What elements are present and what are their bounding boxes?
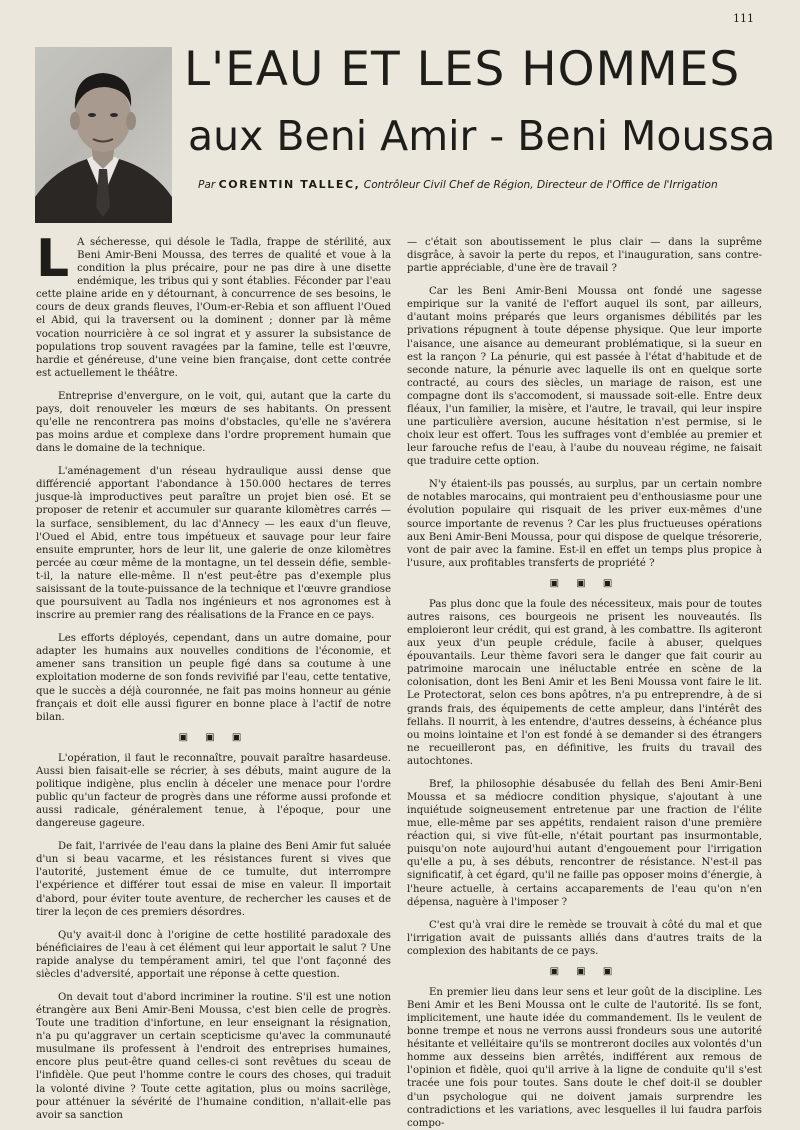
paragraph: N'y étaient-ils pas poussés, au surplus, par un certain nombre de notables marocains, qui montraient peu d'enthousiasme pour une évolution populaire qui risquait de les priver eux-mêmes d'une source importante de revenus ? Car les plus fructueuses opérations aux Beni Amir-Beni Moussa, pour qui dispose de quelque trésorerie, vont de pair avec la famine. Est-il en effet un temps plus propice à l'usure, aux profitables transferts de propriété ?	[407, 479, 762, 569]
paragraph-text: A sécheresse, qui désole le Tadla, frappe de stérilité, aux Beni Amir-Beni Moussa, des terres de qualité et voue à la condition la plus précaire, pour ne pas dire à une disette endémique, les tribus qui y sont établies. Féconder par l'eau cette plaine aride en y détournant, à concurrence de ses besoins, le cours de deux grands fleuves, l'Oum-er-Rebia et son affluent l'Oued el Abid, qui la traversent ou la dominent ; donner par là même vocation nourricière à ce sol ingrat et y assurer la subsistance de populations trop souvent ravagées par la famine, telle est l'œuvre, hardie et généreuse, d'une veine bien française, dont cette contrée est actuellement le théâtre.	[36, 237, 391, 379]
author-portrait	[35, 47, 172, 223]
paragraph: On devait tout d'abord incriminer la routine. S'il est une notion étrangère aux Beni Amir-Beni Moussa, c'est bien celle de progrès. Toute une tradition d'infortune, en leur enseignant la résignation, n'a pu qu'aggraver un certain scepticisme qu'avec la communauté musulmane ils professent à l'endroit des entreprises humaines, encore plus peut-être quand celles-ci sont revêtues du sceau de l'infidèle. Que peut l'homme contre le cours des choses, qui traduit la volonté divine ? Toute cette agitation, plus ou moins sacrilège, pour atténuer la sévérité de l'humaine condition, n'allait-elle pas avoir sa sanction	[36, 991, 391, 1121]
article-title: L'EAU ET LES HOMMES	[184, 42, 741, 97]
byline-prefix: Par	[198, 179, 216, 191]
section-ornament: ▣ ▣ ▣	[549, 577, 620, 589]
paragraph: Les efforts déployés, cependant, dans un autre domaine, pour adapter les humains aux nouvelles conditions de l'économie, et amener sans transition un peuple figé dans sa coutume à une exploitation moderne de son fonds revivifié par l'eau, cette tentative, que le succès a déjà couronnée, ne fait pas moins honneur au génie français et doit elle aussi figurer en bonne place à l'actif de notre bilan.	[36, 633, 391, 723]
drop-cap: L	[36, 229, 70, 289]
paragraph: L'opération, il faut le reconnaître, pouvait paraître hasardeuse. Aussi bien faisait-elle se récrier, à ses débuts, maint augure de la politique indigène, plus enclin à déceler une menace pour l'ordre public qu'un facteur de progrès dans une réforme aussi profonde et aussi radicale, généralement tenue, à l'époque, pour une dangereuse gageure.	[36, 752, 391, 830]
paragraph: C'est qu'à vrai dire le remède se trouvait à côté du mal et que l'irrigation avait de puissants alliés dans d'autres traits de la complexion des habitants de ce pays.	[407, 919, 762, 957]
section-ornament: ▣ ▣ ▣	[178, 731, 249, 743]
section-ornament: ▣ ▣ ▣	[549, 965, 620, 977]
text-column-left	[36, 229, 391, 1121]
paragraph: Entreprise d'envergure, on le voit, qui, autant que la carte du pays, doit renouveler les mœurs de ses habitants. On pressent qu'elle ne rencontrera pas moins d'obstacles, qu'elle ne s'avérera pas moins ardue et complexe dans l'ordre proprement humain que dans le domaine de la technique.	[36, 390, 391, 455]
article-subtitle: aux Beni Amir - Beni Moussa	[188, 112, 776, 160]
text-column-right	[407, 236, 762, 1129]
byline	[198, 178, 758, 191]
paragraph: De fait, l'arrivée de l'eau dans la plaine des Beni Amir fut saluée d'un si beau vacarme, et les résistances furent si vives que l'autorité, justement émue de ce tumulte, dut interrompre l'expérience et différer tout essai de mise en valeur. Il importait d'abord, pour éviter toute aventure, de rechercher les causes et de tirer la leçon de ces premiers désordres.	[36, 841, 391, 918]
paragraph	[36, 229, 391, 380]
paragraph: En premier lieu dans leur sens et leur goût de la discipline. Les Beni Amir et les Beni Moussa ont le culte de l'autorité. Ils se font, implicitement, une haute idée du commandement. Ils le veulent de bonne trempe et nous ne verrons aussi frondeurs sous une autorité hésitante et velléitaire qu'ils se montreront dociles aux volontés d'un homme aux desseins bien arrêtés, indifférent aux remous de l'opinion et fidèle, quoi qu'il arrive à la ligne de conduite qu'il s'est tracée une fois pour toutes. Sans doute le chef doit-il se doubler d'un psychologue qui ne doivent jamais surprendre les contradictions et les variations, avec lesquelles il lui faudra parfois compo-	[407, 986, 762, 1129]
author-name: CORENTIN TALLEC,	[218, 178, 361, 191]
paragraph: — c'était son aboutissement le plus clair — dans la suprême disgrâce, à savoir la perte du repos, et l'inauguration, sans contre-partie appréciable, d'une ère de travail ?	[407, 237, 762, 275]
paragraph: Car les Beni Amir-Beni Moussa ont fondé une sagesse empirique sur la vanité de l'effort auquel ils sont, par ailleurs, d'autant moins préparés que leurs organismes débilités par les privations répugnent à toute dépense physique. Que leur importe l'aisance, une aisance au demeurant problématique, si la sueur en est la rançon ? La pénurie, qui est passée à l'état d'habitude et de seconde nature, la pénurie avec laquelle ils ont en quelque sorte contracté, au cours des siècles, un mariage de raison, est une compagne dont ils s'accomodent, si maussade soit-elle. Entre deux fléaux, l'un familier, la misère, et l'autre, le travail, qui leur inspire une particulière aversion, aucune hésitation n'est permise, si le choix leur est offert. Tous les suffrages vont d'emblée au premier et leur farouche refus de l'eau, à l'aube du nouveau régime, ne faisait que traduire cette option.	[407, 286, 762, 468]
paragraph: Pas plus donc que la foule des nécessiteux, mais pour de toutes autres raisons, ces bourgeois ne prisent les nouveautés. Ils emploieront leur crédit, qui est grand, à les combattre. Ils agiteront aux yeux d'un peuple crédule, facile à abuser, quelques épouvantails. Leur thème favori sera le danger que fait courir au patrimoine marocain une inéluctable entrée en scène de la colonisation, dont les Beni Amir et les Beni Moussa vont faire le lit. Le Protectorat, selon ces bons apôtres, n'a pu entreprendre, à de si grands frais, des équipements de cette ampleur, dans l'intérêt des fellahs. Il nourrit, à les entendre, d'autres desseins, à échéance plus ou moins lointaine et l'on est fondé à se demander si des étrangers ne recueilleront pas, en définitive, les fruits du travail des autochtones.	[407, 598, 762, 767]
page-number: 111	[733, 12, 754, 25]
paragraph: Bref, la philosophie désabusée du fellah des Beni Amir-Beni Moussa et sa médiocre condition physique, s'ajoutant à une inquiétude soigneusement entretenue par une fraction de l'élite mue, elle-même par ses appétits, rendaient raison d'une première réaction qui, si vive fût-elle, n'était pourtant pas insurmontable, puisqu'on note aujourd'hui autant d'engouement pour l'irrigation qu'elle a pu, à ses débuts, rencontrer de résistance. N'est-il pas significatif, à cet égard, qu'il ne faille pas opposer moins d'énergie, à l'heure actuelle, à certains accaparements de l'eau qu'on n'en dépensa, naguère à l'imposer ?	[407, 778, 762, 908]
paragraph: Qu'y avait-il donc à l'origine de cette hostilité paradoxale des bénéficiaires de l'eau à cet élément qui leur apportait le salut ? Une rapide analyse du tempérament amiri, tel que l'ont façonné des siècles d'adversité, apportait une réponse à cette question.	[36, 929, 391, 980]
portrait-image	[35, 47, 172, 223]
paragraph: L'aménagement d'un réseau hydraulique aussi dense que différencié apportant l'abondance à 150.000 hectares de terres jusque-là improductives peut paraître un projet bien osé. Et se proposer de retenir et accumuler sur quarante kilomètres carrés — la surface, sensiblement, du lac d'Annecy — les eaux d'un fleuve, l'Oued el Abid, entre tous impétueux et sauvage pour leur faire ensuite emprunter, hors de leur lit, une galerie de onze kilomètres percée au cœur même de la montagne, un tel dessein défie, semble-t-il, la nature elle-même. Il n'est peut-être pas d'exemple plus saisissant de la toute-puissance de la technique et l'œuvre grandiose que poursuivent au Tadla nos ingénieurs et nos agronomes est à inscrire au premier rang des réalisations de la France en ce pays.	[36, 466, 391, 622]
author-role: Contrôleur Civil Chef de Région, Directeur de l'Office de l'Irrigation	[363, 179, 718, 191]
